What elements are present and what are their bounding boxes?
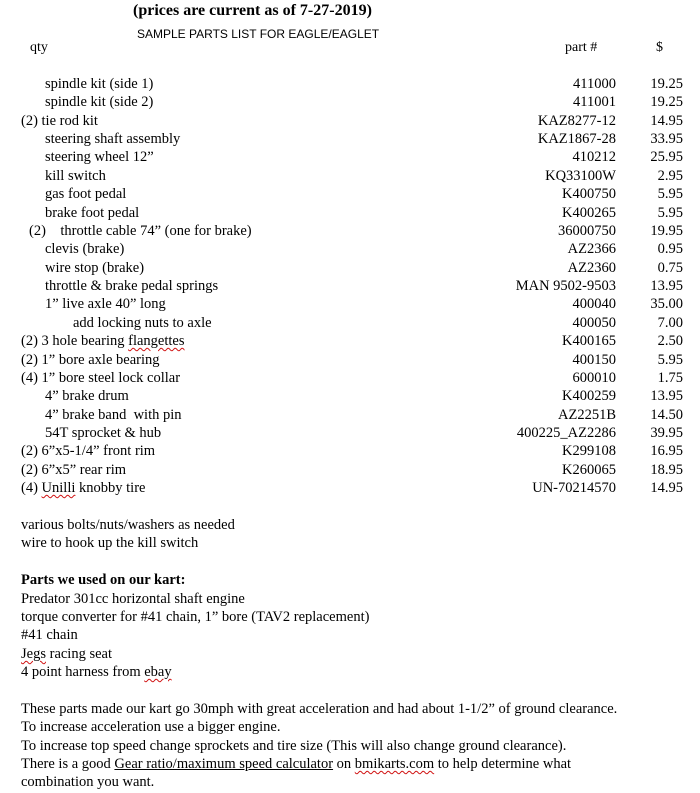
part-price: 39.95 (650, 425, 683, 441)
used-item: torque converter for #41 chain, 1” bore (TAV2 replacement) (21, 609, 370, 625)
part-number: KAZ1867-28 (537, 131, 616, 147)
date-note: (prices are current as of 7-27-2019) (133, 2, 372, 19)
note-line (21, 756, 571, 773)
part-description: (4) 1” bore steel lock collar (21, 370, 181, 386)
part-description: 4” brake drum (45, 388, 129, 404)
part-number: K260065 (562, 462, 616, 478)
part-qty-desc: (4) (21, 480, 42, 496)
parts-row (0, 241, 700, 259)
parts-row (0, 186, 700, 204)
part-description: steering wheel 12” (45, 149, 154, 165)
flagged-word: Unilli (41, 480, 76, 496)
part-description: kill switch (45, 168, 106, 184)
part-price: 14.95 (650, 480, 683, 496)
part-price: 5.95 (657, 186, 683, 202)
note-line: These parts made our kart go 30mph with great acceleration and had about 1-1/2” of ground clearance. (21, 701, 618, 717)
part-number: K299108 (562, 443, 616, 459)
part-description: 54T sprocket & hub (45, 425, 162, 441)
parts-row (0, 370, 700, 388)
part-description: spindle kit (side 1) (45, 76, 154, 92)
part-description: add locking nuts to axle (73, 315, 212, 331)
part-number: 411001 (573, 94, 616, 110)
parts-row (0, 131, 700, 149)
misc-line: various bolts/nuts/washers as needed (21, 517, 235, 533)
parts-row (0, 352, 700, 370)
column-header-qty: qty (30, 40, 48, 55)
part-number: 411000 (573, 76, 616, 92)
part-description: spindle kit (side 2) (45, 94, 154, 110)
part-description: (2) 1” bore axle bearing (21, 352, 160, 368)
part-description: (2) tie rod kit (21, 113, 98, 129)
part-number: UN-70214570 (532, 480, 616, 496)
part-price: 5.95 (657, 352, 683, 368)
used-item: #41 chain (21, 627, 78, 643)
part-number: K400265 (562, 205, 616, 221)
flagged-word: Jegs (21, 646, 46, 662)
used-item: Jegs racing seat (21, 646, 113, 662)
part-description: wire stop (brake) (45, 260, 145, 276)
part-number: 600010 (572, 370, 616, 386)
part-number: AZ2360 (567, 260, 616, 276)
part-price: 0.75 (657, 260, 683, 276)
part-description: (2) throttle cable 74” (one for brake) (29, 223, 252, 239)
parts-row (0, 480, 700, 498)
parts-row (0, 223, 700, 241)
parts-row (0, 388, 700, 406)
part-price: 19.25 (650, 94, 683, 110)
column-header-price: $ (656, 40, 663, 55)
part-number: K400259 (562, 388, 616, 404)
parts-row (0, 76, 700, 94)
part-description: steering shaft assembly (45, 131, 181, 147)
flagged-word: flangettes (128, 333, 185, 349)
part-number: AZ2251B (558, 407, 616, 423)
part-number: KQ33100W (545, 168, 616, 184)
flagged-word: ebay (144, 664, 172, 680)
part-price: 13.95 (650, 278, 683, 294)
parts-row (0, 113, 700, 131)
part-price: 19.25 (650, 76, 683, 92)
part-description: (2) 6”x5” rear rim (21, 462, 127, 478)
part-price: 19.95 (650, 223, 683, 239)
note-text: to help determine what (434, 756, 572, 772)
part-price: 14.50 (650, 407, 683, 423)
note-line: To increase top speed change sprockets and tire size (This will also change ground clearance). (21, 738, 567, 754)
parts-row (0, 205, 700, 223)
part-description: 1” live axle 40” long (45, 296, 166, 312)
part-qty-desc: (2) 3 hole bearing (21, 333, 129, 349)
gear-ratio-calculator-link[interactable]: Gear ratio/maximum speed calculator (114, 756, 334, 772)
part-description (21, 480, 145, 497)
part-price: 35.00 (650, 296, 683, 312)
part-price: 14.95 (650, 113, 683, 129)
parts-row (0, 407, 700, 425)
part-number: 410212 (572, 149, 616, 165)
part-description: throttle & brake pedal springs (45, 278, 219, 294)
parts-row (0, 443, 700, 461)
part-description: 4” brake band with pin (45, 407, 182, 423)
used-item: 4 point harness from ebay (21, 664, 172, 680)
parts-row (0, 296, 700, 314)
bmikarts-site-name: bmikarts.com (354, 756, 435, 772)
part-description: (2) 6”x5-1/4” front rim (21, 443, 156, 459)
note-text: on (333, 756, 355, 772)
parts-row (0, 315, 700, 333)
part-price: 7.00 (657, 315, 683, 331)
part-price: 18.95 (650, 462, 683, 478)
part-price: 33.95 (650, 131, 683, 147)
parts-row (0, 278, 700, 296)
part-price: 2.50 (657, 333, 683, 349)
parts-row (0, 425, 700, 443)
parts-row (0, 333, 700, 351)
list-title: SAMPLE PARTS LIST FOR EAGLE/EAGLET (137, 27, 380, 41)
part-number: 400150 (572, 352, 616, 368)
part-description: brake foot pedal (45, 205, 140, 221)
part-price: 0.95 (657, 241, 683, 257)
part-price: 16.95 (650, 443, 683, 459)
part-number: AZ2366 (567, 241, 616, 257)
part-description (21, 333, 184, 350)
part-description: gas foot pedal (45, 186, 127, 202)
part-number: 400225_AZ2286 (516, 425, 616, 441)
misc-line: wire to hook up the kill switch (21, 535, 199, 551)
part-description: clevis (brake) (45, 241, 125, 257)
part-number: MAN 9502-9503 (515, 278, 616, 294)
part-price: 2.95 (657, 168, 683, 184)
part-number: 36000750 (558, 223, 616, 239)
note-line: To increase acceleration use a bigger engine. (21, 719, 281, 735)
part-price: 5.95 (657, 205, 683, 221)
parts-row (0, 149, 700, 167)
part-number: 400050 (572, 315, 616, 331)
part-number: K400750 (562, 186, 616, 202)
part-price: 13.95 (650, 388, 683, 404)
parts-row (0, 94, 700, 112)
part-number: 400040 (572, 296, 616, 312)
part-price: 1.75 (657, 370, 683, 386)
parts-row (0, 462, 700, 480)
note-text: There is a good (21, 756, 115, 772)
part-number: KAZ8277-12 (537, 113, 616, 129)
parts-row (0, 260, 700, 278)
part-desc-rest: knobby tire (75, 480, 146, 496)
column-header-part-number: part # (565, 40, 598, 55)
note-line: combination you want. (21, 774, 155, 790)
parts-row (0, 168, 700, 186)
used-item: Predator 301cc horizontal shaft engine (21, 591, 245, 607)
used-parts-heading: Parts we used on our kart: (21, 572, 186, 588)
part-number: K400165 (562, 333, 616, 349)
part-price: 25.95 (650, 149, 683, 165)
